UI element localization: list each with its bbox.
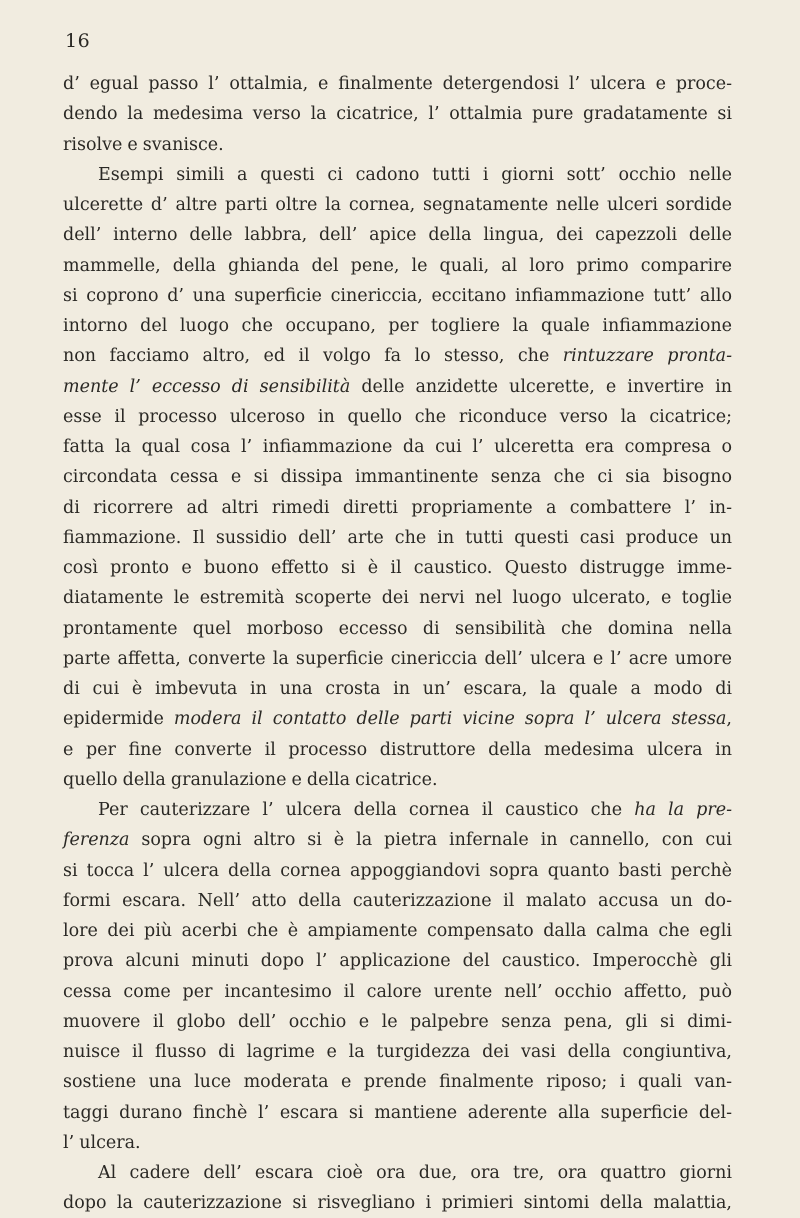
text-line — [63, 372, 732, 402]
text-line: ulcerette d’ altre parti oltre la cornea, segnatamente nelle ulceri sordide — [63, 195, 732, 215]
text-line: così pronto e buono effetto si è il caustico. Questo distrugge imme- — [63, 558, 732, 578]
text-line: nuisce il flusso di lagrime e la turgidezza dei vasi della congiuntiva, — [63, 1042, 732, 1062]
text-line: lore dei più acerbi che è ampiamente compensato dalla calma che egli — [63, 921, 732, 941]
text-line: formi escara. Nell’ atto della cauterizzazione il malato accusa un do- — [63, 890, 732, 911]
text-run: non facciamo altro, ed il volgo fa lo stesso, che — [63, 346, 563, 367]
text-line: di cui è imbevuta in una crosta in un’ escara, la quale a modo di — [63, 679, 732, 699]
text-line: d’ egual passo l’ ottalmia, e finalmente detergendosi l’ ulcera e proce- — [63, 74, 732, 94]
text-run: , — [726, 709, 732, 730]
text-line: fatta la qual cosa l’ infiammazione da cui l’ ulceretta era compresa o — [63, 437, 732, 457]
text-run: epidermide — [63, 709, 174, 730]
text-line: l’ ulcera. — [63, 1132, 141, 1153]
text-line: dopo la cauterizzazione si risvegliano i primieri sintomi della malattia, — [63, 1193, 732, 1214]
text-line: e per fine converte il processo distruttore della medesima ulcera in — [63, 739, 732, 760]
text-line: di ricorrere ad altri rimedi diretti propriamente a combattere l’ in- — [63, 497, 732, 518]
text-line: parte affetta, converte la superficie cinericcia dell’ ulcera e l’ acre umore — [63, 648, 732, 669]
text-line: risolve e svanisce. — [63, 134, 224, 155]
text-line: diatamente le estremità scoperte dei nervi nel luogo ulcerato, e toglie — [63, 588, 732, 609]
text-run: delle anzidette ulcerette, e invertire in — [350, 376, 732, 397]
text-line: dendo la medesima verso la cicatrice, l’ ottalmia pure gradatamente si — [63, 104, 732, 125]
italic-text: ferenza — [63, 830, 130, 851]
text-line: si coprono d’ una superficie cinericcia, eccitano infiammazione tutt’ allo — [63, 285, 732, 306]
text-line: circondata cessa e si dissipa immantinente senza che ci sia bisogno — [63, 467, 732, 488]
text-line — [63, 341, 732, 371]
text-line: mammelle, della ghianda del pene, le quali, al loro primo comparire — [63, 255, 732, 276]
text-line: muovere il globo dell’ occhio e le palpebre senza pena, gli si dimi- — [63, 1011, 732, 1032]
text-line: Al cadere dell’ escara cioè ora due, ora tre, ora quattro giorni — [98, 1163, 732, 1183]
text-line: prontamente quel morboso eccesso di sensibilità che domina nella — [63, 618, 732, 639]
italic-text: modera il contatto delle parti vicine sopra l’ ulcera stessa — [173, 709, 727, 730]
text-line: intorno del luogo che occupano, per togliere la quale infiammazione — [63, 316, 732, 336]
text-line: quello della granulazione e della cicatrice. — [63, 769, 438, 790]
text-line: taggi durano finchè l’ escara si mantiene aderente alla superficie del- — [63, 1102, 732, 1123]
text-line — [98, 795, 732, 825]
italic-text: rintuzzare pronta- — [562, 346, 732, 367]
text-run: sopra ogni altro si è la pietra infernale in cannello, con cui — [129, 830, 732, 851]
italic-text: ha la pre- — [634, 800, 733, 820]
text-line: dell’ interno delle labbra, dell’ apice della lingua, dei capezzoli delle — [63, 225, 732, 246]
text-line: cessa come per incantesimo il calore urente nell’ occhio affetto, può — [63, 981, 732, 1002]
text-line: si tocca l’ ulcera della cornea appoggiandovi sopra quanto basti perchè — [63, 860, 732, 881]
text-line: esse il processo ulceroso in quello che riconduce verso la cicatrice; — [63, 406, 732, 427]
text-line: fiammazione. Il sussidio dell’ arte che in tutti questi casi produce un — [63, 527, 732, 548]
text-line — [63, 704, 732, 734]
text-run: Per cauterizzare l’ ulcera della cornea il caustico che — [98, 800, 635, 820]
text-line: Esempi simili a questi ci cadono tutti i giorni sott’ occhio nelle — [98, 164, 732, 185]
text-line: prova alcuni minuti dopo l’ applicazione del caustico. Imperocchè gli — [63, 951, 732, 972]
italic-text: mente l’ eccesso di sensibilità — [63, 376, 351, 397]
text-line — [63, 825, 732, 855]
page-number: 16 — [65, 30, 91, 52]
text-line: sostiene una luce moderata e prende finalmente riposo; i quali van- — [63, 1072, 732, 1093]
